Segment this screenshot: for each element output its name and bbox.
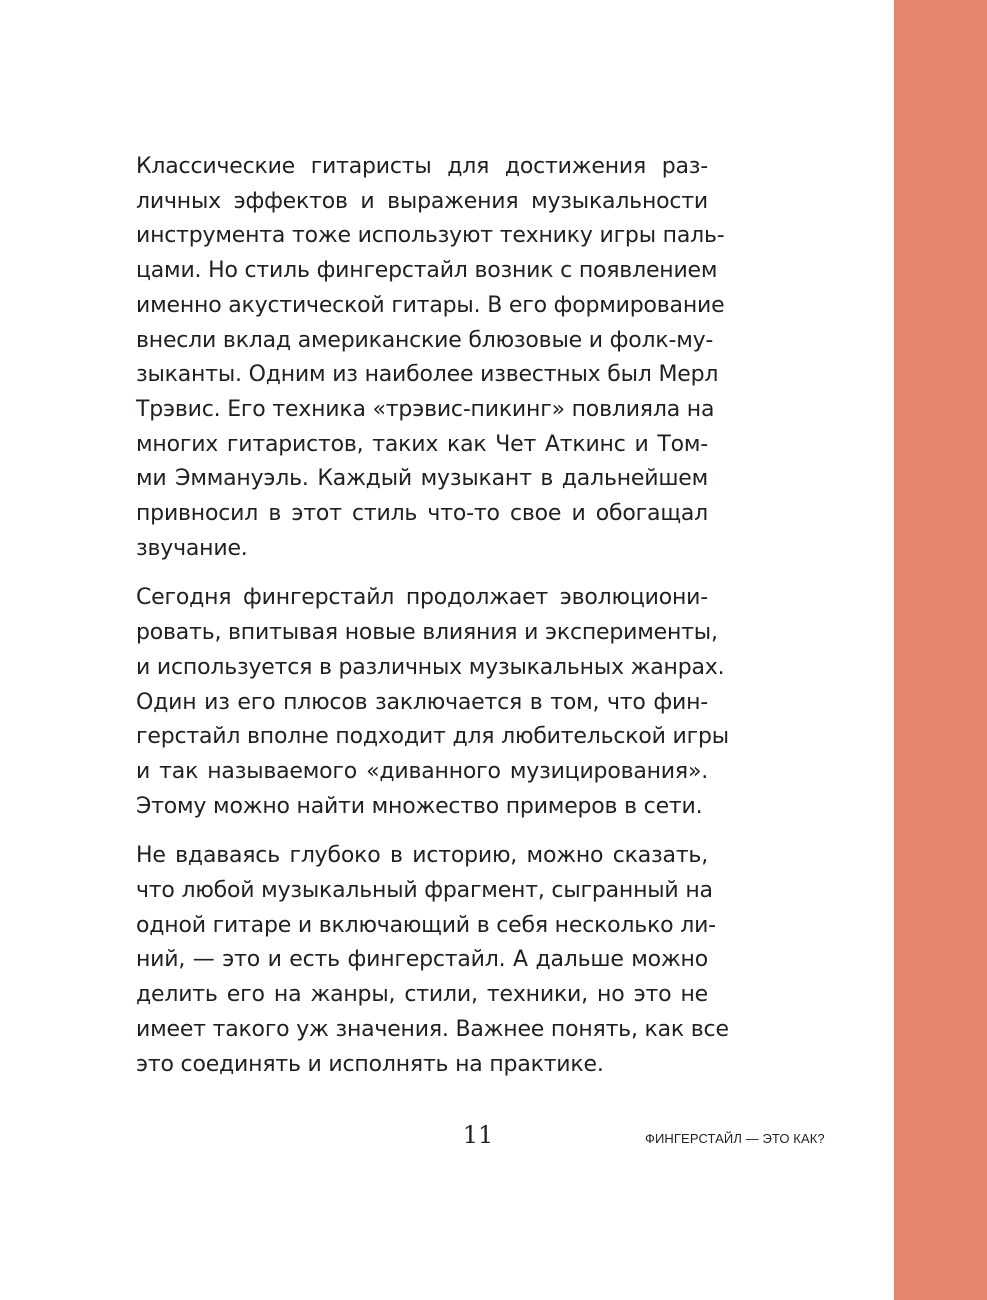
body-text: [136, 150, 729, 1097]
text-line: зыканты. Одним из наиболее известных был Мерл: [136, 362, 719, 388]
text-line: Трэвис. Его техника «трэвис-пикинг» повлияла на: [136, 396, 715, 422]
text-line: цами. Но стиль фингерстайл возник с появлением: [136, 258, 718, 284]
text-line: ний, — это и есть фингерстайл. А дальше можно: [136, 947, 708, 973]
text-line: ми Эммануэль. Каждый музыкант в дальнейшем: [136, 466, 708, 492]
text-line: многих гитаристов, таких как Чет Аткинс и Том-: [136, 431, 708, 457]
page-number: 11: [462, 1121, 494, 1149]
text-line: Не вдаваясь глубоко в историю, можно сказать,: [136, 843, 708, 869]
text-line: одной гитаре и включающий в себя несколько ли-: [136, 912, 716, 938]
text-line: делить его на жанры, стили, техники, но это не: [136, 982, 708, 1008]
text-line: что любой музыкальный фрагмент, сыгранный на: [136, 878, 713, 904]
text-line: внесли вклад американские блюзовые и фолк-му-: [136, 327, 714, 353]
text-line: ровать, впитывая новые влияния и эксперименты,: [136, 620, 718, 646]
text-line: Этому можно найти множество примеров в сети.: [136, 793, 703, 819]
text-line: привносил в этот стиль что-то свое и обогащал: [136, 501, 708, 527]
running-title: ФИНГЕРСТАЙЛ — ЭТО КАК?: [645, 1131, 825, 1146]
text-line: инструмента тоже используют технику игры паль-: [136, 223, 725, 249]
text-line: Один из его плюсов заключается в том, что фин-: [136, 689, 708, 715]
text-line: звучание.: [136, 535, 248, 561]
text-line: Сегодня фингерстайл продолжает эволюциони-: [136, 585, 708, 611]
paragraph-1: [136, 150, 725, 566]
paragraph-2: [136, 581, 729, 824]
text-line: личных эффектов и выражения музыкальности: [136, 188, 708, 214]
text-line: и используется в различных музыкальных жанрах.: [136, 654, 725, 680]
text-line: именно акустической гитары. В его формирование: [136, 292, 725, 318]
text-line: это соединять и исполнять на практике.: [136, 1051, 604, 1077]
text-line: Классические гитаристы для достижения раз-: [136, 154, 708, 179]
side-color-band: [894, 0, 987, 1300]
text-line: и так называемого «диванного музицирования».: [136, 758, 708, 784]
text-line: герстайл вполне подходит для любительской игры: [136, 724, 729, 750]
text-line: имеет такого уж значения. Важнее понять, как все: [136, 1016, 729, 1042]
paragraph-3: [136, 839, 729, 1082]
